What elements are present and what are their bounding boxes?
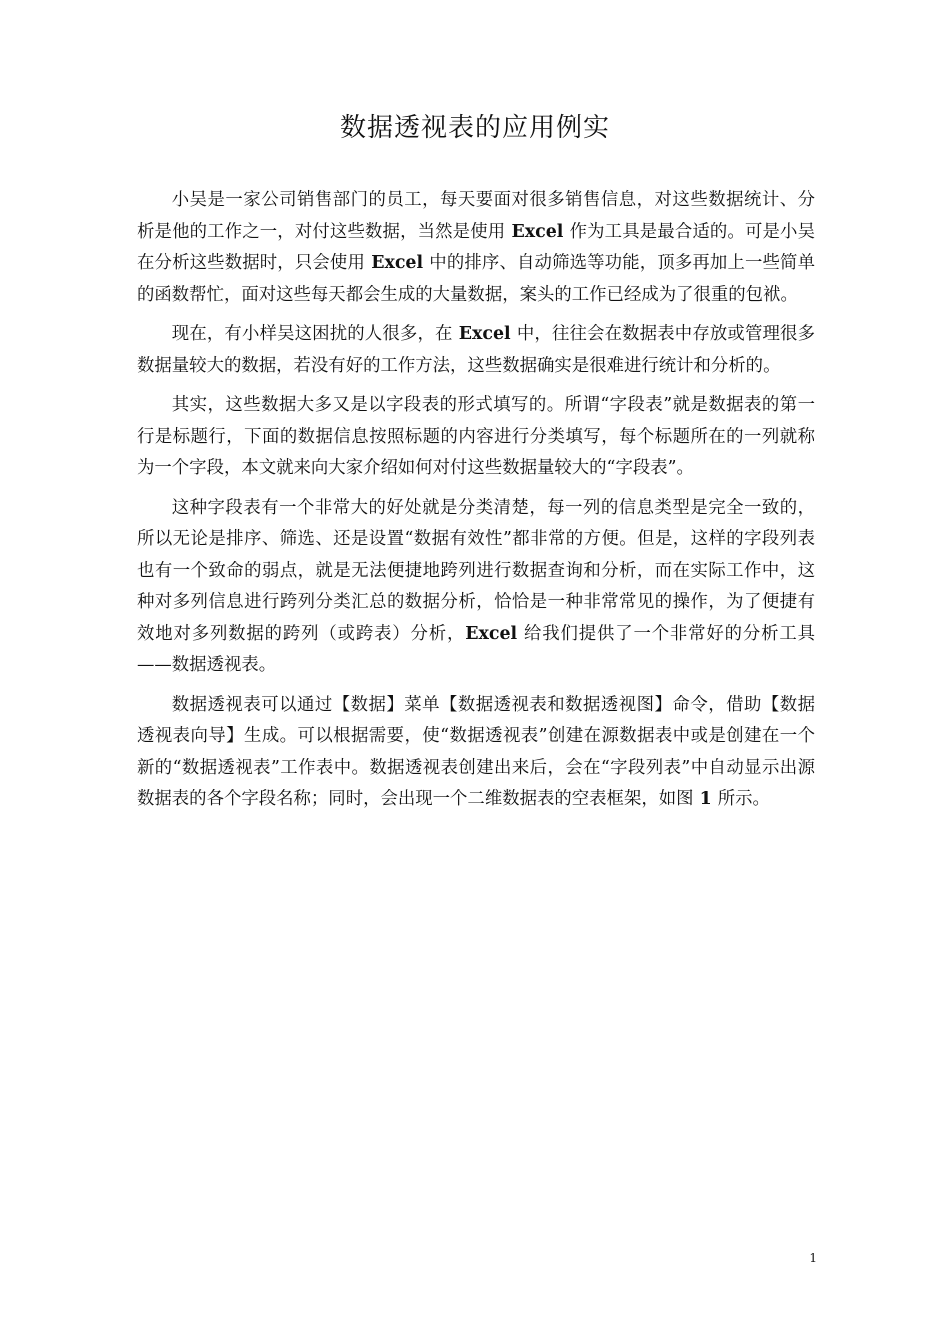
paragraph: 这种字段表有一个非常大的好处就是分类清楚，每一列的信息类型是完全一致的，所以无论是排序、筛选、还是设置“数据有效性”都非常的方便。但是，这样的字段列表也有一个致命的弱点，就是无法便捷地跨列进行数据查询和分析，而在实际工作中，这种对多列信息进行跨列分类汇总的数据分析，恰恰是一种非常常见的操作，为了便捷有效地对多列数据的跨列（或跨表）分析，Excel 给我们提供了一个非常好的分析工具——数据透视表。	[137, 497, 815, 675]
paragraph: 现在，有小样吴这困扰的人很多，在 Excel 中，往往会在数据表中存放或管理很多数据量较大的数据，若没有好的工作方法，这些数据确实是很难进行统计和分析的。	[137, 324, 815, 376]
paragraph: 数据透视表可以通过【数据】菜单【数据透视表和数据透视图】命令，借助【数据透视表向导】生成。可以根据需要，使“数据透视表”创建在源数据表中或是创建在一个新的“数据透视表”工作表中。数据透视表创建出来后，会在“字段列表”中自动显示出源数据表的各个字段名称；同时，会出现一个二维数据表的空表框架，如图 1 所示。	[137, 694, 815, 809]
paragraph: 小吴是一家公司销售部门的员工，每天要面对很多销售信息，对这些数据统计、分析是他的工作之一，对付这些数据，当然是使用 Excel 作为工具是最合适的。可是小吴在分析这些数据时，只会使用 Excel 中的排序、自动筛选等功能，顶多再加上一些简单的函数帮忙，面对这些每天都会生成的大量数据，案头的工作已经成为了很重的包袱。	[137, 190, 815, 305]
document-body	[137, 185, 815, 824]
page-number: 1	[809, 1251, 817, 1265]
document-title: 数据透视表的应用例实	[339, 113, 610, 143]
paragraph: 其实，这些数据大多又是以字段表的形式填写的。所谓“字段表”就是数据表的第一行是标题行，下面的数据信息按照标题的内容进行分类填写，每个标题所在的一列就称为一个字段，本文就来向大家介绍如何对付这些数据量较大的“字段表”。	[137, 395, 815, 478]
